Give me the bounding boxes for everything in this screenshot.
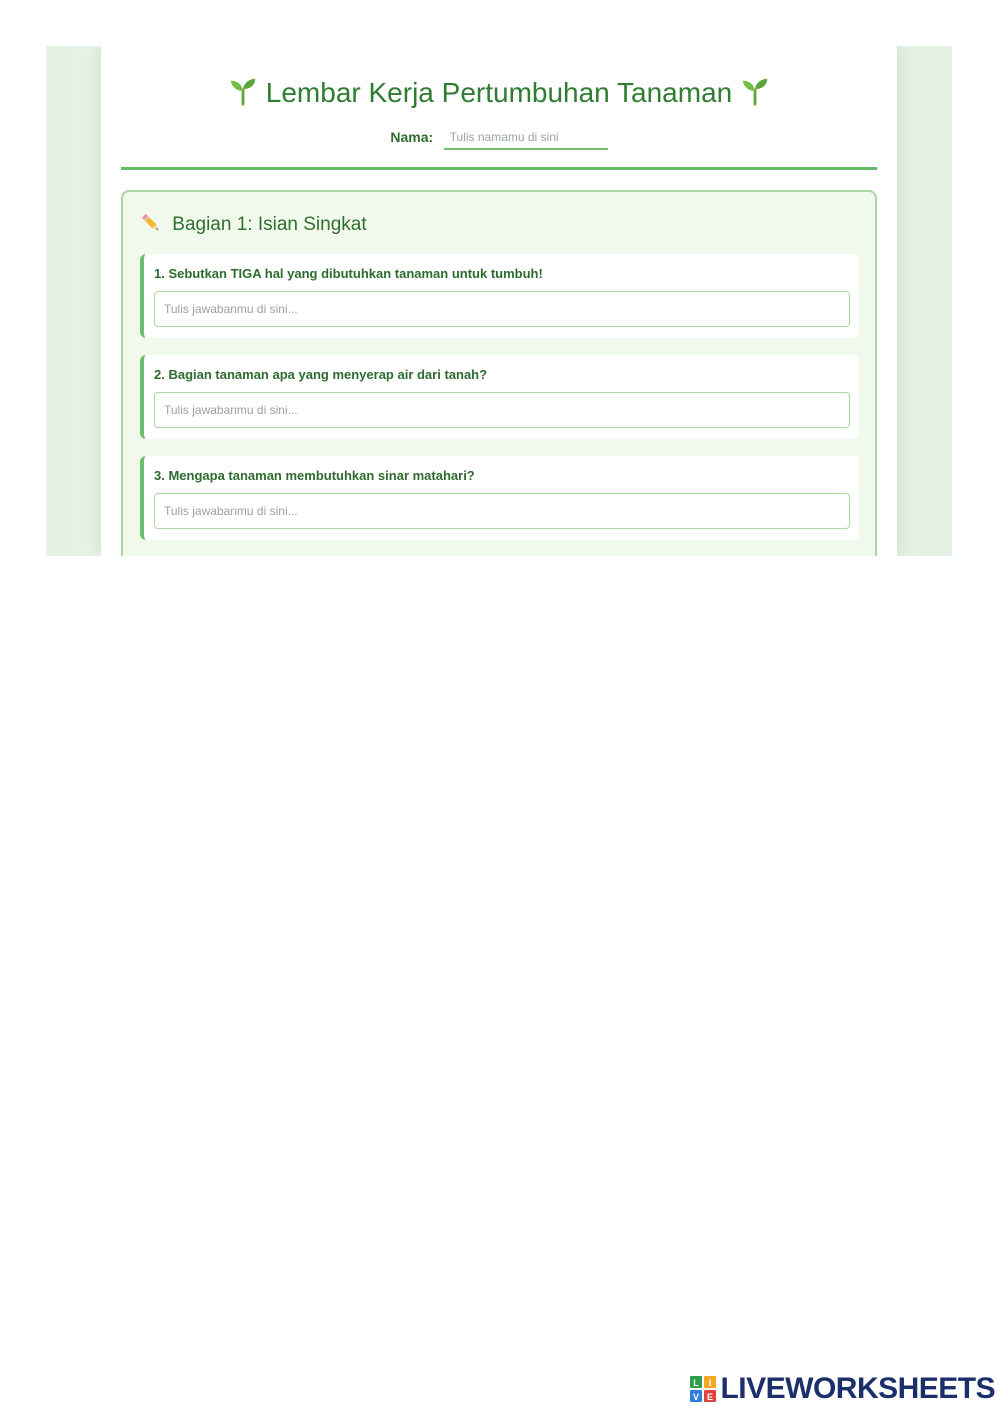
seedling-icon bbox=[740, 76, 770, 106]
question-card-1 bbox=[140, 254, 859, 338]
seedling-icon bbox=[228, 76, 258, 106]
answer-input-3[interactable] bbox=[154, 493, 850, 529]
question-text: 1. Sebutkan TIGA hal yang dibutuhkan tanaman untuk tumbuh! bbox=[154, 266, 543, 281]
name-input[interactable] bbox=[444, 126, 608, 150]
question-card-3 bbox=[140, 456, 859, 540]
question-text: 3. Mengapa tanaman membutuhkan sinar matahari? bbox=[154, 468, 475, 483]
worksheet-backdrop bbox=[46, 46, 952, 556]
brand-text: LIVEWORKSHEETS bbox=[720, 1372, 996, 1405]
worksheet-sheet bbox=[101, 46, 897, 556]
pencil-icon bbox=[140, 212, 162, 234]
liveworksheets-branding[interactable] bbox=[690, 1373, 995, 1405]
question-card-2 bbox=[140, 355, 859, 439]
page-title-text: Lembar Kerja Pertumbuhan Tanaman bbox=[265, 77, 733, 108]
section-title-text: Bagian 1: Isian Singkat bbox=[172, 214, 367, 235]
question-text: 2. Bagian tanaman apa yang menyerap air dari tanah? bbox=[154, 367, 488, 382]
name-row bbox=[101, 126, 897, 150]
svg-text:V: V bbox=[692, 1392, 700, 1402]
title-divider bbox=[121, 167, 877, 170]
page-title bbox=[101, 76, 897, 109]
section-short-answer bbox=[121, 190, 877, 556]
answer-input-1[interactable] bbox=[154, 291, 850, 327]
answer-input-2[interactable] bbox=[154, 392, 850, 428]
svg-text:I: I bbox=[708, 1378, 712, 1388]
svg-text:L: L bbox=[693, 1378, 699, 1388]
section-title bbox=[140, 212, 367, 236]
liveworksheets-logo bbox=[690, 1376, 716, 1402]
name-label: Nama: bbox=[390, 129, 434, 145]
svg-text:E: E bbox=[706, 1392, 714, 1402]
